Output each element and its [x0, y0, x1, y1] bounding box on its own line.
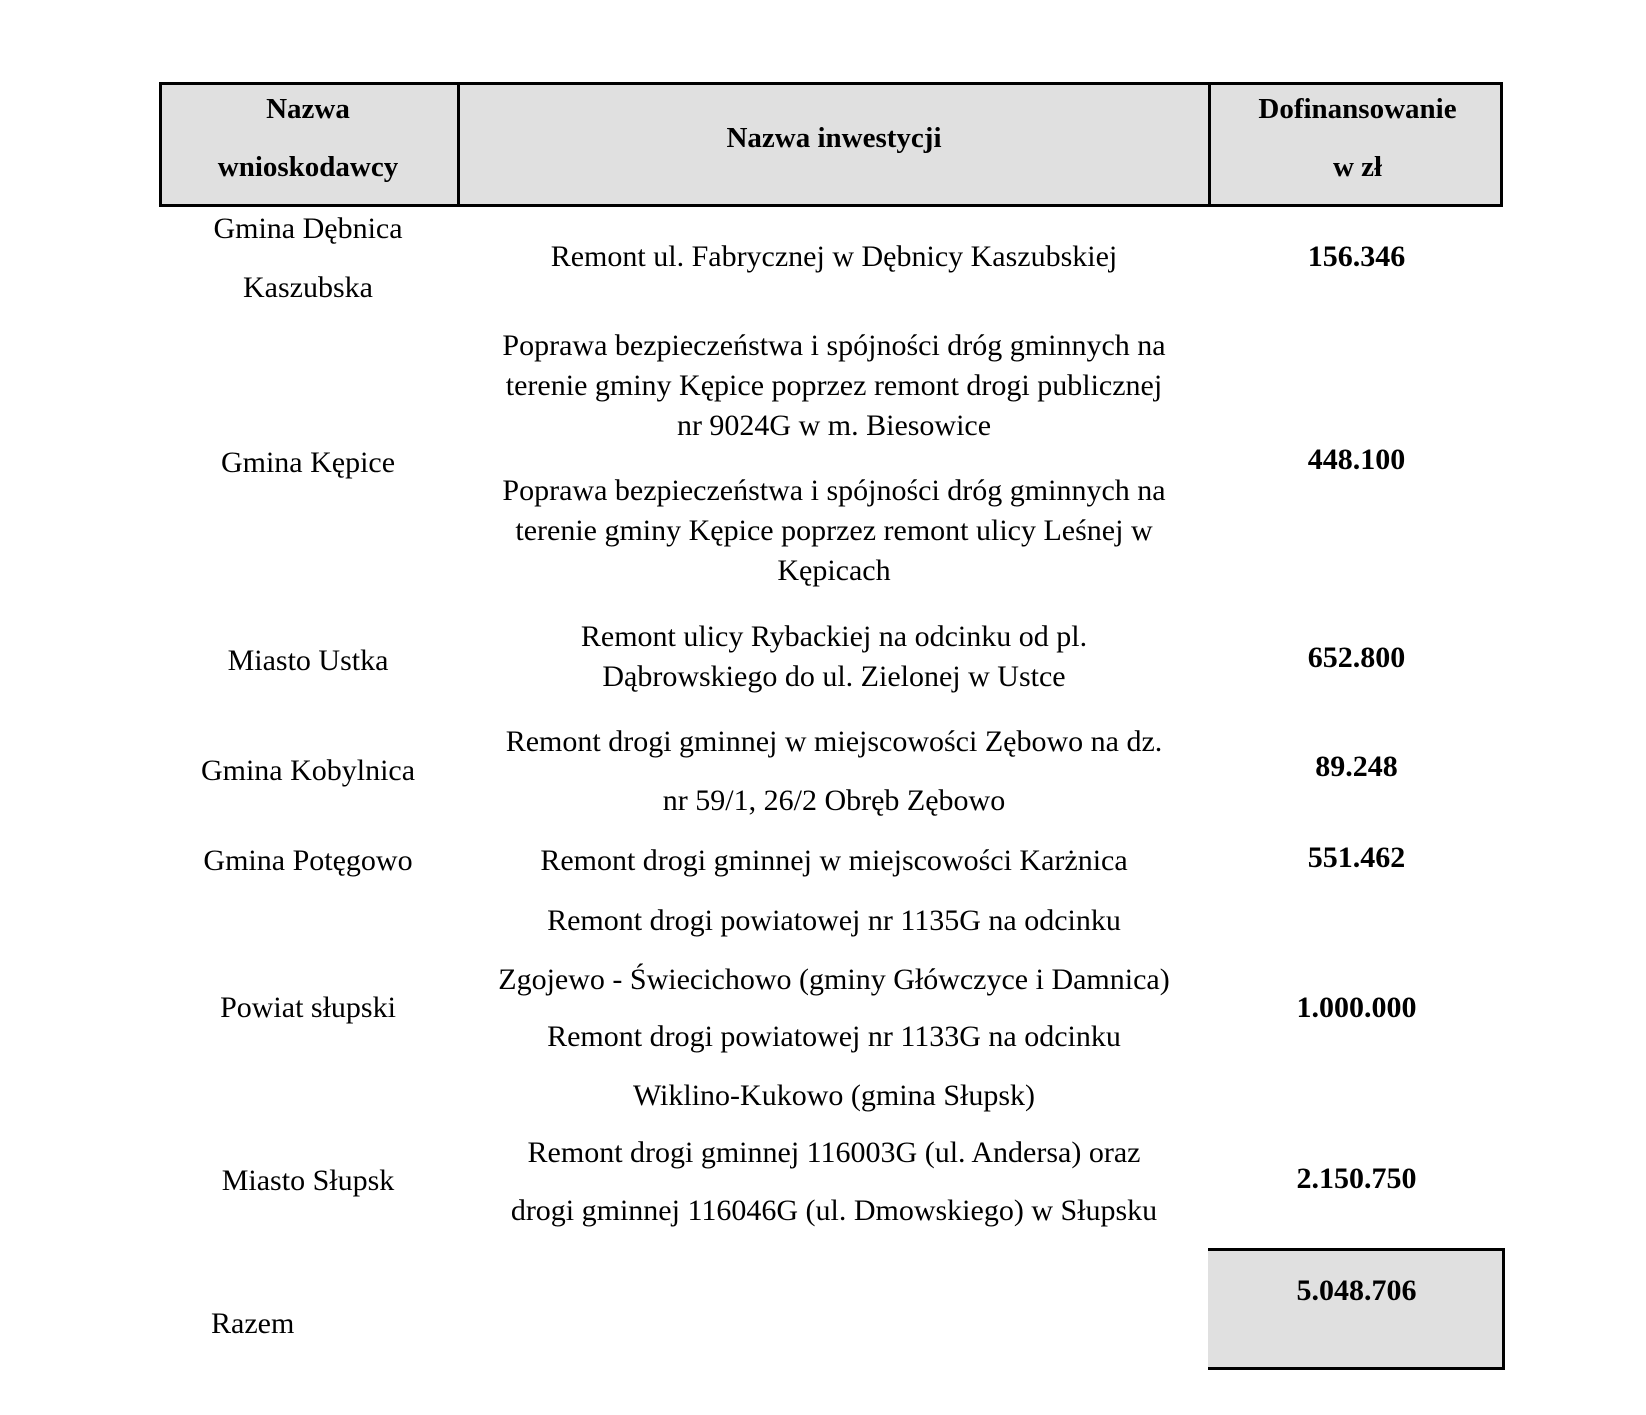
funding-amount: 448.100 [1307, 443, 1406, 476]
applicant-name: Miasto Ustka [227, 644, 389, 677]
investment-name: Dąbrowskiego do ul. Zielonej w Ustce [602, 660, 1066, 693]
applicant-name: Gmina Kobylnica [200, 754, 416, 787]
applicant-name: Gmina Potęgowo [203, 844, 413, 877]
investment-name: drogi gminnej 116046G (ul. Dmowskiego) w Słupsku [510, 1194, 1158, 1227]
total-amount: 5.048.706 [1296, 1274, 1417, 1307]
investment-name: Remont drogi gminnej w miejscowości Zębowo na dz. [505, 725, 1163, 758]
investment-name: terenie gminy Kępice poprzez remont drogi publicznej [505, 369, 1163, 402]
applicant-name: Kaszubska [243, 271, 373, 304]
total-label: Razem [211, 1307, 295, 1340]
investment-name: Remont drogi powiatowej nr 1133G na odcinku [547, 1020, 1121, 1053]
investment-name: Remont drogi gminnej 116003G (ul. Andersa) oraz [527, 1136, 1141, 1169]
applicant-name: Gmina Kępice [220, 446, 396, 479]
investment-name: Zgojewo - Świecichowo (gminy Główczyce i Damnica) [498, 963, 1170, 996]
investment-name: Remont ulicy Rybackiej na odcinku od pl. [580, 620, 1088, 653]
funding-amount: 551.462 [1307, 841, 1406, 874]
applicant-name: Miasto Słupsk [221, 1164, 395, 1197]
header-funding-line2: w zł [1332, 151, 1383, 183]
investment-name: Wiklino-Kukowo (gmina Słupsk) [632, 1079, 1036, 1112]
header-funding-line1: Dofinansowanie [1258, 93, 1457, 125]
investment-name: Poprawa bezpieczeństwa i spójności dróg gminnych na [502, 474, 1166, 507]
funding-amount: 2.150.750 [1296, 1162, 1417, 1195]
funding-amount: 89.248 [1315, 750, 1398, 783]
investment-name: Remont ul. Fabrycznej w Dębnicy Kaszubskiej [550, 240, 1118, 273]
investment-name: nr 9024G w m. Biesowice [676, 409, 992, 442]
applicant-name: Gmina Dębnica [213, 212, 403, 245]
header-investment: Nazwa inwestycji [726, 122, 942, 154]
funding-amount: 1.000.000 [1296, 991, 1417, 1024]
investment-name: nr 59/1, 26/2 Obręb Zębowo [662, 784, 1006, 817]
investment-name: Kępicach [777, 554, 891, 587]
header-applicant-line1: Nazwa [266, 93, 350, 125]
investment-name: terenie gminy Kępice poprzez remont ulicy Leśnej w [515, 514, 1153, 547]
investment-name: Poprawa bezpieczeństwa i spójności dróg gminnych na [502, 329, 1166, 362]
funding-amount: 652.800 [1307, 641, 1406, 674]
investment-name: Remont drogi powiatowej nr 1135G na odcinku [547, 904, 1121, 937]
investment-name: Remont drogi gminnej w miejscowości Karżnica [540, 844, 1128, 877]
header-applicant-line2: wnioskodawcy [217, 151, 399, 183]
funding-amount: 156.346 [1307, 240, 1406, 273]
applicant-name: Powiat słupski [220, 991, 396, 1024]
